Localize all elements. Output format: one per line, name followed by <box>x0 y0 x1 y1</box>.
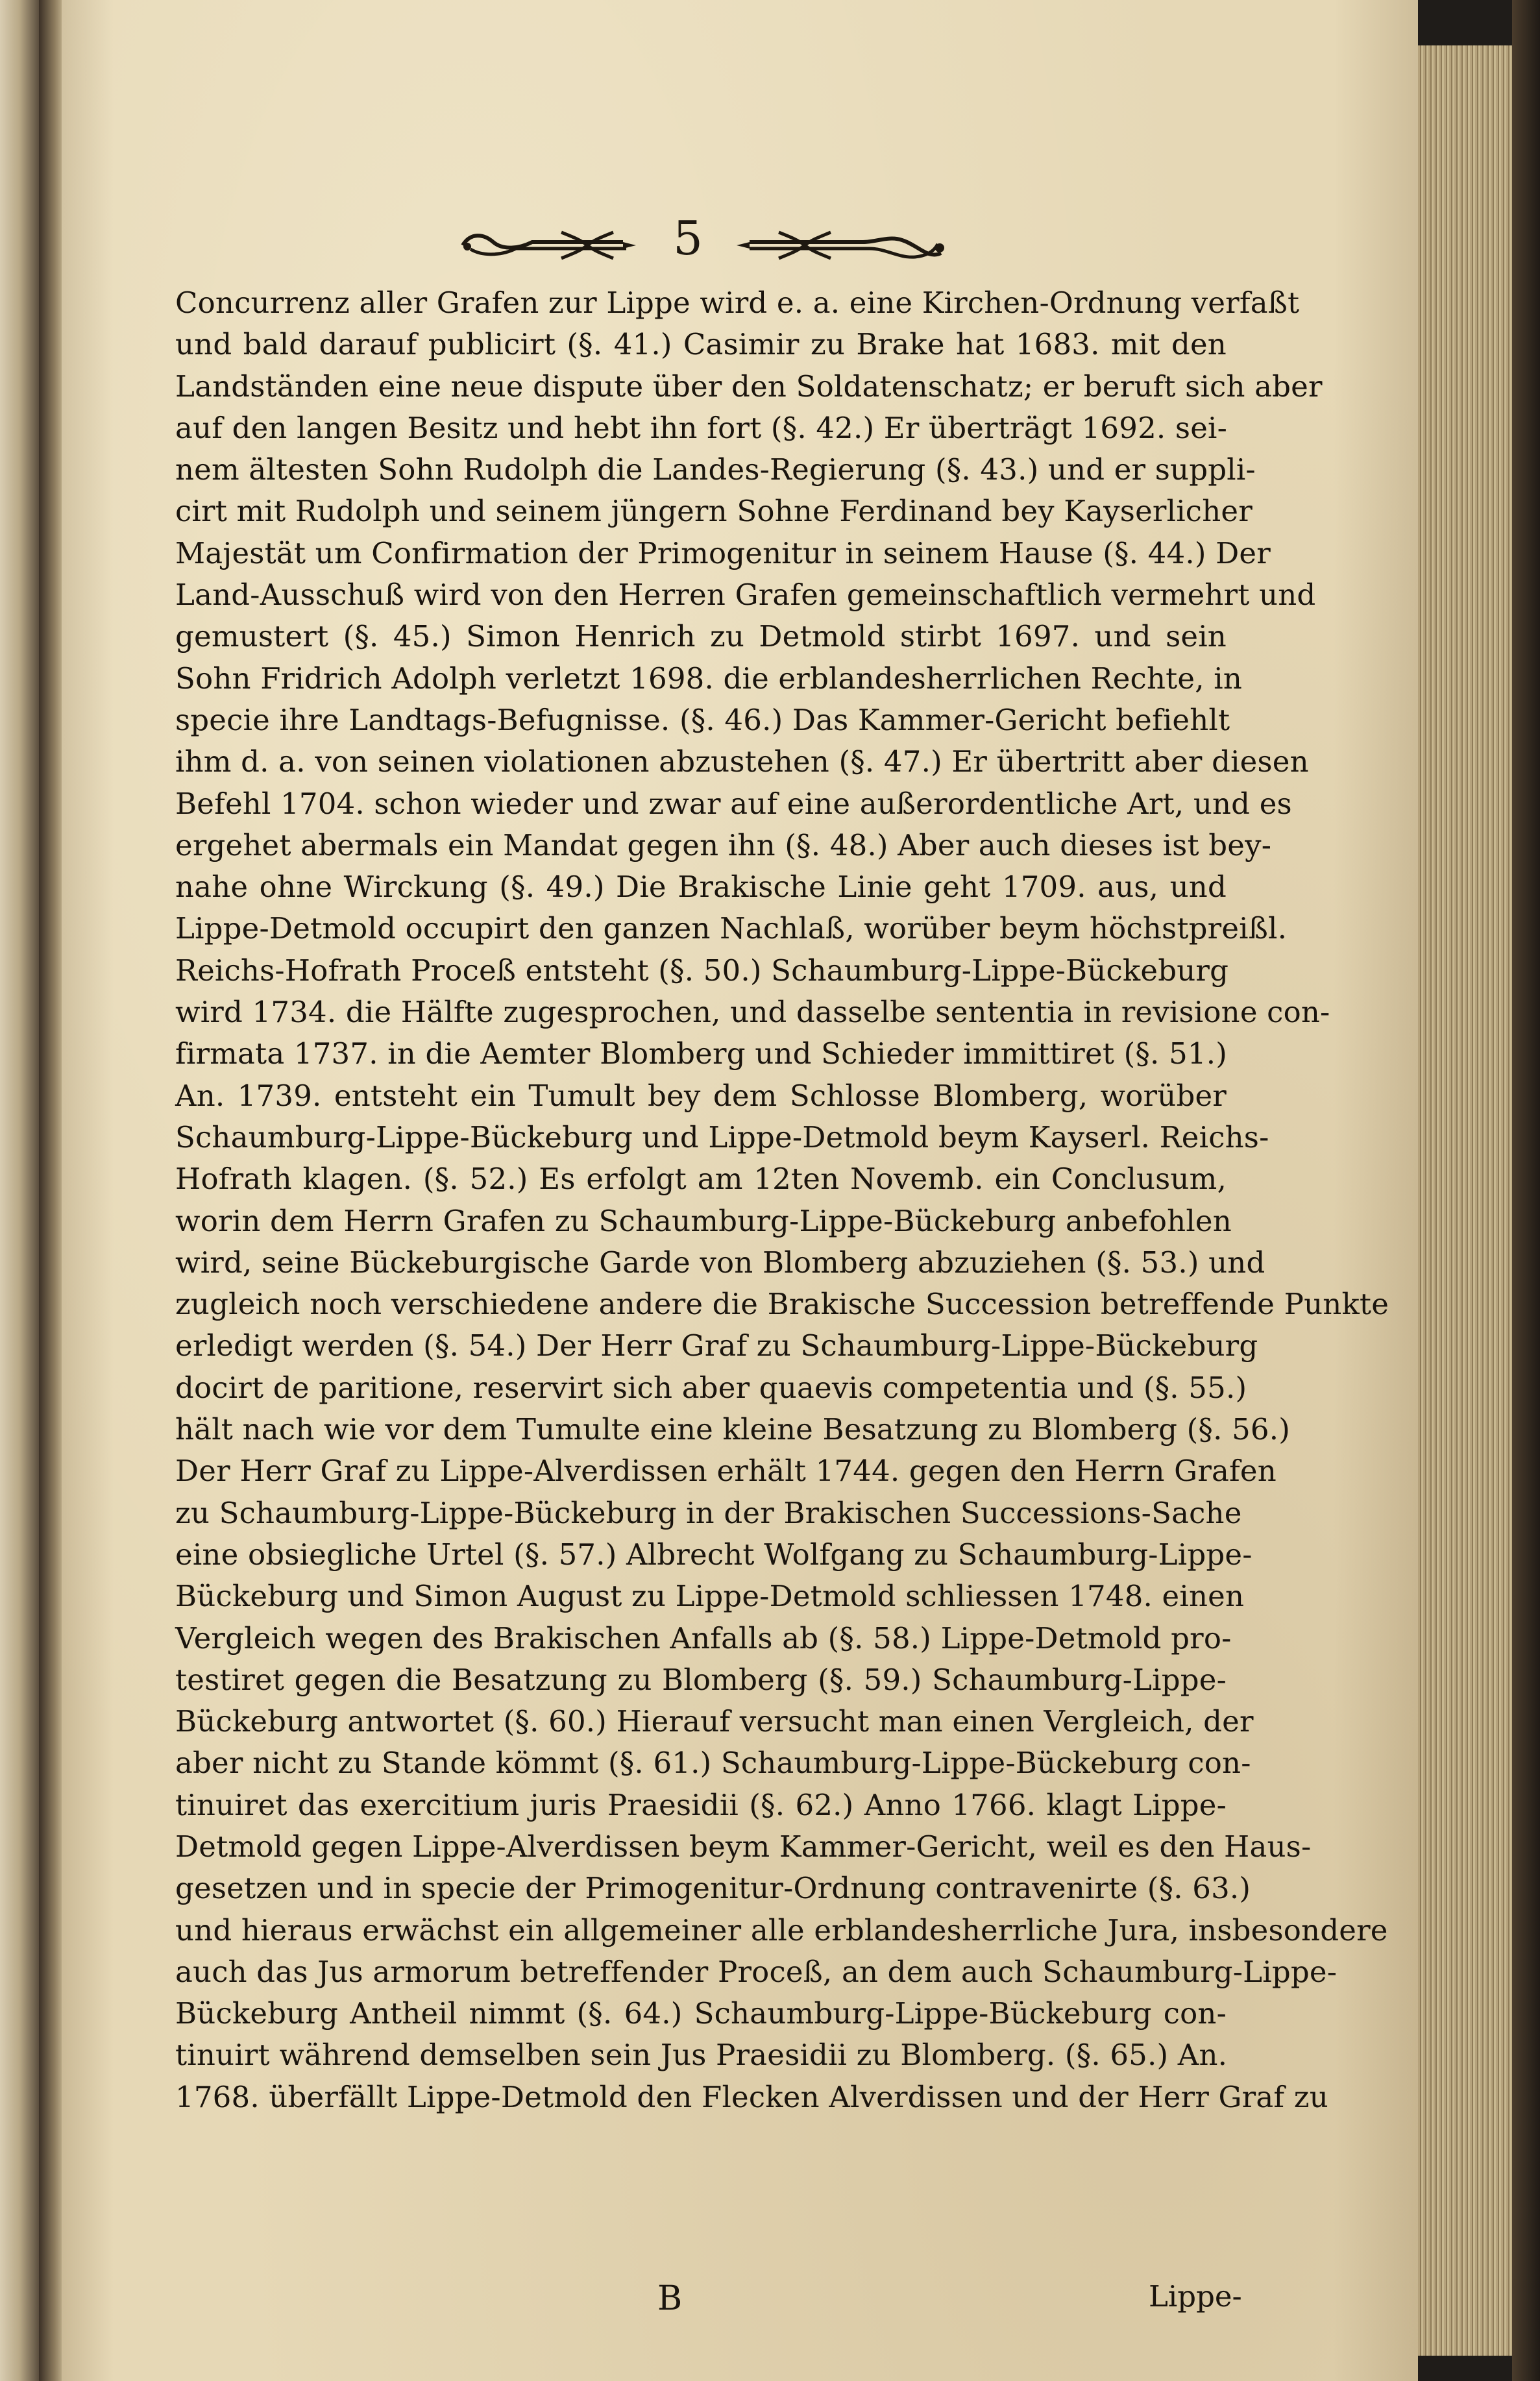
text-line: gesetzen und in specie der Primogenitur-Ordnung contravenirte (§. 63.) <box>175 1871 1251 1906</box>
text-line: tinuirt während demselben sein Jus Praesidii zu Blomberg. (§. 65.) An. <box>175 2038 1228 2073</box>
text-line: Sohn Fridrich Adolph verletzt 1698. die erblandesherrlichen Rechte, in <box>175 661 1243 696</box>
text-line: zu Schaumburg-Lippe-Bückeburg in der Brakischen Successions-Sache <box>175 1495 1242 1530</box>
book-cover-edge <box>1512 0 1540 2381</box>
text-line: nem ältesten Sohn Rudolph die Landes-Regierung (§. 43.) und er suppli- <box>175 452 1256 487</box>
page-header <box>62 208 1418 279</box>
text-line: auch das Jus armorum betreffender Proceß, an dem auch Schaumburg-Lippe- <box>175 1954 1338 1989</box>
ornament-left-icon <box>458 219 639 265</box>
text-line: Land-Ausschuß wird von den Herren Grafen gemeinschaftlich vermehrt und <box>175 578 1316 613</box>
text-line: Detmold gegen Lippe-Alverdissen beym Kammer-Gericht, weil es den Haus- <box>175 1829 1312 1864</box>
text-line: zugleich noch verschiedene andere die Brakische Succession betreffende Punkte <box>175 1287 1389 1322</box>
text-line: wird, seine Bückeburgische Garde von Blomberg abzuziehen (§. 53.) und <box>175 1245 1265 1280</box>
text-line: ihm d. a. von seinen violationen abzustehen (§. 47.) Er übertritt aber diesen <box>175 744 1309 779</box>
text-line: Hofrath klagen. (§. 52.) Es erfolgt am 12ten Novemb. ein Conclusum, <box>175 1162 1227 1197</box>
text-line: 1768. überfällt Lippe-Detmold den Flecken Alverdissen und der Herr Graf zu <box>175 2079 1328 2114</box>
ornament-right-icon <box>733 219 947 271</box>
text-line: Lippe-Detmold occupirt den ganzen Nachlaß, worüber beym höchstpreißl. <box>175 911 1288 946</box>
text-line: wird 1734. die Hälfte zugesprochen, und dasselbe sententia in revisione con- <box>175 995 1330 1030</box>
text-line: cirt mit Rudolph und seinem jüngern Sohne Ferdinand bey Kayserlicher <box>175 494 1253 529</box>
text-line: Bückeburg antwortet (§. 60.) Hierauf versucht man einen Vergleich, der <box>175 1704 1254 1739</box>
text-line: An. 1739. entsteht ein Tumult bey dem Schlosse Blomberg, worüber <box>175 1078 1227 1113</box>
text-line: hält nach wie vor dem Tumulte eine kleine Besatzung zu Blomberg (§. 56.) <box>175 1412 1291 1447</box>
text-line: testiret gegen die Besatzung zu Blomberg (§. 59.) Schaumburg-Lippe- <box>175 1662 1227 1697</box>
text-line: erledigt werden (§. 54.) Der Herr Graf zu Schaumburg-Lippe-Bückeburg <box>175 1328 1258 1363</box>
text-line: Befehl 1704. schon wieder und zwar auf eine außerordentliche Art, und es <box>175 786 1292 821</box>
text-line: Bückeburg Antheil nimmt (§. 64.) Schaumburg-Lippe-Bückeburg con- <box>175 1996 1227 2031</box>
text-line: Schaumburg-Lippe-Bückeburg und Lippe-Detmold beym Kayserl. Reichs- <box>175 1119 1269 1154</box>
text-line: auf den langen Besitz und hebt ihn fort (§. 42.) Er überträgt 1692. sei- <box>175 410 1228 445</box>
body-text <box>175 282 1389 2118</box>
text-line: ergehet abermals ein Mandat gegen ihn (§. 48.) Aber auch dieses ist bey- <box>175 827 1272 862</box>
text-line: Concurrenz aller Grafen zur Lippe wird e. a. eine Kirchen-Ordnung verfaßt <box>175 286 1300 320</box>
text-line: gemustert (§. 45.) Simon Henrich zu Detmold stirbt 1697. und sein <box>175 619 1227 654</box>
text-line: nahe ohne Wirckung (§. 49.) Die Brakische Linie geht 1709. aus, und <box>175 870 1227 905</box>
text-line: specie ihre Landtags-Befugnisse. (§. 46.) Das Kammer-Gericht befiehlt <box>175 702 1230 737</box>
text-line: Reichs-Hofrath Proceß entsteht (§. 50.) Schaumburg-Lippe-Bückeburg <box>175 953 1229 988</box>
text-line: und bald darauf publicirt (§. 41.) Casimir zu Brake hat 1683. mit den <box>175 327 1227 362</box>
text-line: und hieraus erwächst ein allgemeiner alle erblandesherrliche Jura, insbesondere <box>175 1912 1388 1948</box>
text-line: Vergleich wegen des Brakischen Anfalls ab (§. 58.) Lippe-Detmold pro- <box>175 1620 1232 1655</box>
text-line: Bückeburg und Simon August zu Lippe-Detmold schliessen 1748. einen <box>175 1579 1245 1614</box>
text-line: eine obsiegliche Urtel (§. 57.) Albrecht Wolfgang zu Schaumburg-Lippe- <box>175 1537 1253 1572</box>
text-line: Der Herr Graf zu Lippe-Alverdissen erhält 1744. gegen den Herrn Grafen <box>175 1454 1277 1489</box>
text-line: Landständen eine neue dispute über den Soldatenschatz; er beruft sich aber <box>175 369 1323 404</box>
text-line: firmata 1737. in die Aemter Blomberg und Schieder immittiret (§. 51.) <box>175 1036 1227 1071</box>
catchword: Lippe- <box>1149 2279 1242 2314</box>
book-gutter <box>39 0 65 2381</box>
text-line: tinuiret das exercitium juris Praesidii (§. 62.) Anno 1766. klagt Lippe- <box>175 1787 1227 1822</box>
printer-signature-mark: B <box>657 2279 683 2318</box>
book-page <box>62 0 1418 2381</box>
text-line: Majestät um Confirmation der Primogenitur in seinem Hause (§. 44.) Der <box>175 535 1271 570</box>
text-line: docirt de paritione, reservirt sich aber quaevis competentia und (§. 55.) <box>175 1370 1247 1405</box>
text-line: worin dem Herrn Grafen zu Schaumburg-Lippe-Bückeburg anbefohlen <box>175 1203 1232 1238</box>
page-number: 5 <box>673 211 703 265</box>
text-line: aber nicht zu Stande kömmt (§. 61.) Schaumburg-Lippe-Bückeburg con- <box>175 1746 1251 1781</box>
